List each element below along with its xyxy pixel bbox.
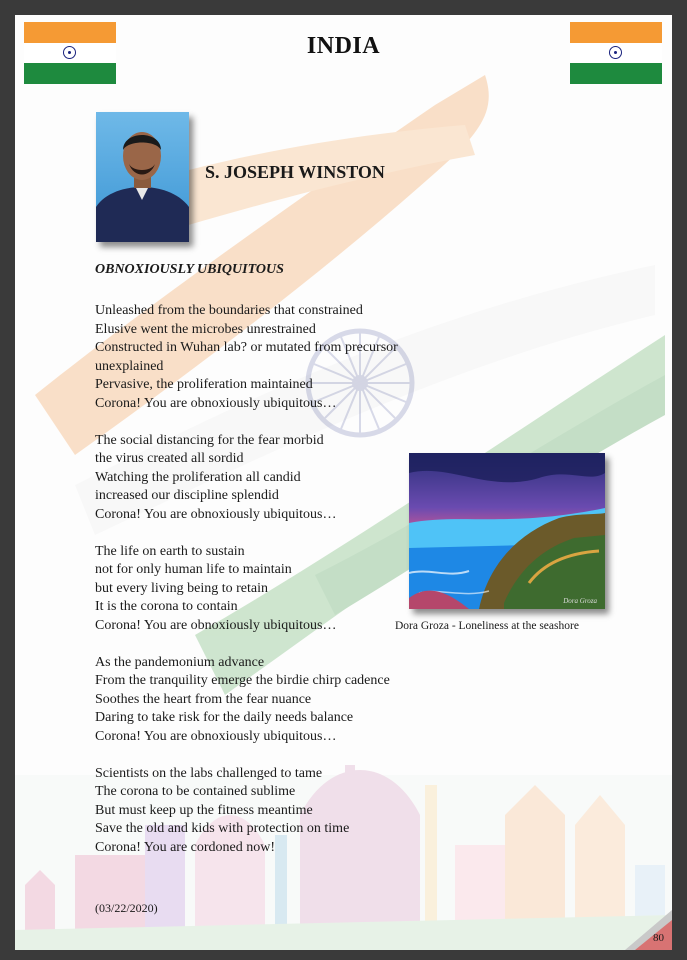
country-title: INDIA	[306, 33, 381, 59]
author-name: S. JOSEPH WINSTON	[205, 162, 385, 182]
painting-signature: Dora Groza	[563, 597, 597, 605]
poem-line: Corona! You are obnoxiously ubiquitous…	[95, 506, 337, 522]
poem-line: Daring to take risk for the daily needs balance	[95, 710, 354, 725]
poem-line: increased our discipline splendid	[95, 488, 279, 503]
poem-line: The life on earth to sustain	[95, 543, 245, 559]
poem-line: The corona to be contained sublime	[95, 784, 296, 799]
poem-line: Constructed in Wuhan lab? or mutated from precursor	[95, 340, 398, 355]
poem-line: Corona! You are cordoned now!	[95, 839, 276, 855]
poem-line: Soothes the heart from the fear nuance	[95, 691, 312, 707]
poem-line: It is the corona to contain	[95, 599, 238, 614]
poem-line: unexplained	[95, 358, 164, 374]
seashore-painting	[409, 453, 605, 609]
poem-stanza	[95, 654, 455, 747]
poem-stanza	[95, 302, 455, 413]
poem-body	[95, 302, 455, 876]
poem-line: Pervasive, the proliferation maintained	[95, 377, 313, 392]
poem-line: but every living being to retain	[95, 580, 269, 596]
poem-line: not for only human life to maintain	[95, 562, 292, 577]
page	[15, 15, 672, 950]
poem-line: Watching the proliferation all candid	[95, 469, 301, 485]
painting-caption: Dora Groza - Loneliness at the seashore	[395, 620, 579, 632]
page-number: 80	[653, 932, 664, 944]
poem-line: Corona! You are obnoxiously ubiquitous…	[95, 728, 337, 744]
poem-date: (03/22/2020)	[95, 901, 158, 915]
poem-stanza	[95, 765, 455, 858]
poem-line: Scientists on the labs challenged to tame	[95, 765, 323, 781]
poem-line: the virus created all sordid	[95, 451, 244, 466]
poem-line: Elusive went the microbes unrestrained	[95, 321, 316, 337]
poem-line: Corona! You are obnoxiously ubiquitous…	[95, 617, 337, 633]
poem-line: But must keep up the fitness meantime	[95, 802, 313, 818]
poem-title: OBNOXIOUSLY UBIQUITOUS	[95, 262, 284, 277]
poem-line: Unleashed from the boundaries that constrained	[95, 303, 363, 318]
poem-line: Corona! You are obnoxiously ubiquitous…	[95, 395, 337, 411]
author-photo	[96, 112, 189, 242]
poem-line: The social distancing for the fear morbid	[95, 432, 324, 448]
poem-line: As the pandemonium advance	[95, 654, 265, 670]
poem-line: Save the old and kids with protection on time	[95, 821, 350, 836]
poem-line: From the tranquility emerge the birdie chirp cadence	[95, 673, 390, 688]
poem-stanza	[95, 432, 455, 525]
